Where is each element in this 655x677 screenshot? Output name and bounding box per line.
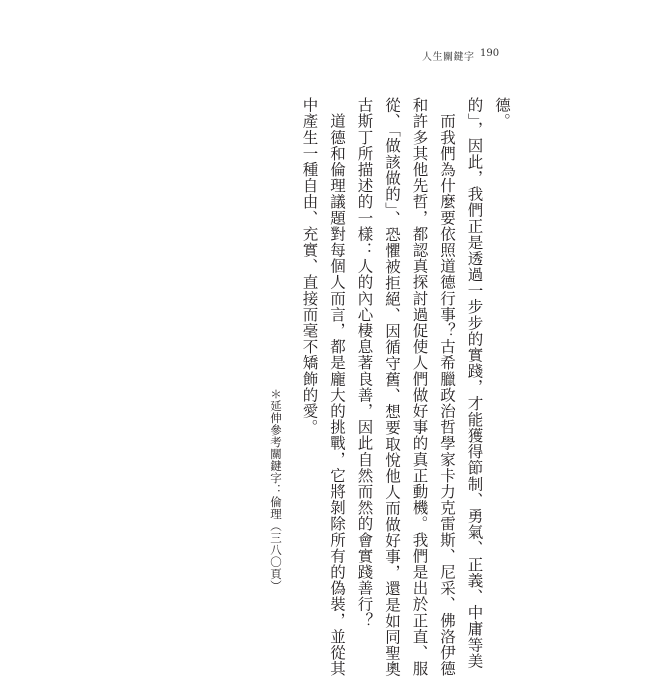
vertical-text-block	[295, 97, 515, 677]
running-title: 人生關鍵字	[422, 52, 475, 63]
text-column: 中產生一種自由、充實、直接而毫不矯飾的愛。	[300, 97, 319, 436]
text-column: 和許多其他先哲，都認真探討過促使人們做好事的真正動機。我們是出於正直、服	[410, 97, 429, 677]
text-column: 德。	[493, 97, 511, 130]
page-number: 190	[480, 48, 500, 59]
text-column: 的」，因此，我們正是透過一步步的實踐，才能獲得節制、勇氣、正義、中庸等美	[465, 97, 484, 669]
text-column: 而我們為什麼要依照道德行事？古希臘政治哲學家卡力克雷斯、尼采、佛洛伊德	[438, 97, 456, 677]
text-column: 從、「做該做的」、恐懼被拒絕、因循守舊、想要取悅他人而做好事，還是如同聖奧	[383, 97, 401, 677]
text-column: 古斯丁所描述的一樣：人的內心棲息著良善，因此自然而然的會實踐善行？	[355, 97, 374, 629]
text-column: 道德和倫理議題對每個人而言，都是龐大的挑戰，它將剝除所有的偽裝，並從其	[328, 97, 346, 677]
footnote-see-also: ＊延伸參考關鍵字：倫理（三八〇頁）	[269, 388, 283, 592]
